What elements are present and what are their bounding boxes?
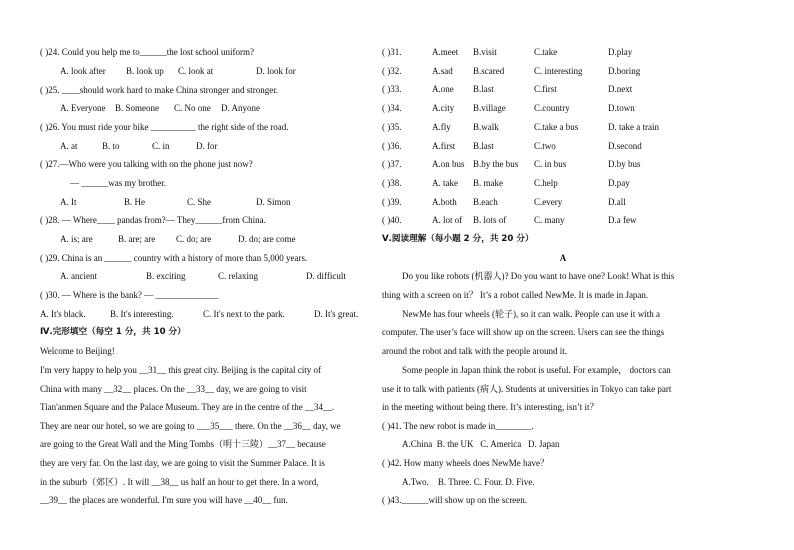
choice-option: D.next	[608, 84, 633, 95]
question-28-stem: ( )28. — Where____ pandas from?— They______from China.	[40, 215, 266, 225]
question-30-stem: ( )30. — Where is the bank? — ______________	[40, 290, 219, 300]
question-42-options: A.Two. B. Three. C. Four. D. Five.	[402, 477, 535, 487]
passage-line: computer. The user’s face will show up on the screen. Users can see the things	[382, 327, 665, 337]
choice-option: B.visit	[473, 47, 497, 57]
choice-option: B.scared	[473, 65, 505, 76]
choice-option: D. take a train	[608, 121, 659, 132]
choice-number: ( )36.	[382, 140, 402, 151]
option: A. is; are	[60, 234, 93, 244]
question-41-stem: ( )41. The new robot is made in________.	[382, 421, 534, 431]
option: C. She	[187, 197, 212, 207]
option: A. ancient	[60, 271, 97, 281]
choice-number: ( )37.	[382, 159, 402, 170]
passage-line: NewMe has four wheels (轮子), so it can walk. People can use it with a	[402, 309, 660, 319]
choice-number: ( )39.	[382, 196, 402, 207]
cloze-line: I'm very happy to help you __31__ this great city. Beijing is the capital city of	[40, 365, 321, 375]
choice-number: ( )31.	[382, 47, 402, 57]
option: C. in	[152, 141, 170, 151]
cloze-line: __39__ the places are wonderful. I'm sure you will have __40__ fun.	[40, 495, 288, 505]
choice-option: A. take	[432, 177, 458, 188]
choice-option: D.second	[608, 140, 642, 151]
choice-number: ( )33.	[382, 84, 402, 95]
option: D. for	[196, 141, 218, 151]
option: C. do; are	[176, 234, 212, 244]
choice-option: A.fly	[432, 121, 451, 132]
question-41-options: A.China B. the UK C. America D. Japan	[402, 439, 560, 449]
passage-line: around the robot and talk with the people around it.	[382, 346, 567, 356]
option: A. It	[60, 197, 77, 207]
option: D. Simon	[256, 197, 291, 207]
option: A. at	[60, 141, 78, 151]
option: B. are; are	[118, 234, 156, 244]
option: B. Someone	[115, 103, 159, 113]
choice-option: C. interesting	[534, 65, 583, 76]
option: B. to	[102, 141, 120, 151]
option: A. Everyone	[60, 103, 106, 113]
choice-option: A.on bus	[432, 159, 465, 170]
option: B. exciting	[146, 271, 186, 281]
choice-option: B. lots of	[473, 215, 507, 226]
question-43-stem: ( )43.______will show up on the screen.	[382, 495, 527, 505]
choice-option: D.boring	[608, 65, 641, 76]
choice-number: ( )34.	[382, 103, 402, 114]
choice-option: A.sad	[432, 65, 453, 76]
option: D. difficult	[306, 271, 346, 281]
choice-option: D.town	[608, 103, 635, 114]
option: B. look up	[126, 66, 164, 76]
question-42-stem: ( )42. How many wheels does NewMe have？	[382, 458, 549, 468]
passage-line: thing with a screen on it？ It’s a robot called NewMe. It is made in Japan.	[382, 290, 649, 300]
choice-option: D.all	[608, 196, 626, 207]
cloze-line: Tian'anmen Square and the Palace Museum. They are in the centre of the __34__.	[40, 402, 335, 412]
question-24-stem: ( )24. Could you help me to______the lost school uniform?	[40, 47, 254, 57]
choice-option: B.walk	[473, 121, 499, 132]
choice-option: B.village	[473, 103, 506, 114]
choice-number: ( )32.	[382, 65, 402, 76]
option: D. look for	[256, 66, 296, 76]
option: C. relaxing	[218, 271, 258, 281]
option: C. look at	[178, 66, 214, 76]
choice-option: C.help	[534, 177, 558, 188]
choice-option: C.country	[534, 103, 570, 114]
passage-line: in the meeting without being there. It’s interesting, isn’t it？	[382, 402, 599, 412]
choice-option: A.first	[432, 140, 456, 151]
choice-option: B.last	[473, 84, 494, 95]
choice-option: C. many	[534, 215, 565, 226]
option: D. Anyone	[221, 103, 260, 113]
question-29-stem: ( )29. China is an ______ country with a history of more than 5,000 years.	[40, 253, 308, 263]
choice-option: C.take	[534, 47, 558, 57]
choice-option: D.pay	[608, 177, 630, 188]
passage-label-row	[382, 252, 744, 264]
option: C. It's next to the park.	[203, 309, 285, 319]
option: A. It's black.	[40, 309, 86, 319]
cloze-title: Welcome to Beijing!	[40, 346, 115, 356]
choice-option: C.first	[534, 84, 557, 95]
section-5-heading: Ⅴ.阅读理解（每小题 2 分，共 20 分）	[382, 234, 534, 244]
choice-number: ( )40.	[382, 215, 402, 226]
choice-option: A.city	[432, 103, 455, 114]
choice-option: A.meet	[432, 47, 459, 57]
choice-option: C. in bus	[534, 159, 567, 170]
cloze-line: in the suburb（郊区）. It will __38__ us half an hour to get there. In a word,	[40, 477, 319, 487]
choice-option: C.two	[534, 140, 556, 151]
choice-option: D.play	[608, 47, 633, 57]
cloze-line: are going to the Great Wall and the Ming Tombs（明十三陵）__37__ because	[40, 439, 326, 449]
cloze-line: China with many __32__ places. On the __33__ day, we are going to visit	[40, 384, 307, 394]
choice-option: A. lot of	[432, 215, 463, 226]
choice-number: ( )38.	[382, 177, 402, 188]
question-25-stem: ( )25. ____should work hard to make China stronger and stronger.	[40, 85, 278, 95]
cloze-line: they are very far. On the last day, we are going to visit the Summer Palace. It is	[40, 458, 325, 468]
passage-line: Some people in Japan think the robot is useful. For example， doctors can	[402, 365, 671, 375]
cloze-line: They are near our hotel, so we are going to ___35___ there. On the __36__ day, we	[40, 421, 341, 431]
choice-option: A.one	[432, 84, 454, 95]
passage-line: use it to talk with patients (病人). Students at universities in Tokyo can take part	[382, 384, 672, 394]
question-27-stem: ( )27.—Who were you talking with on the phone just now?	[40, 159, 253, 169]
option: B. He	[124, 197, 145, 207]
choice-option: B. make	[473, 177, 503, 188]
choice-option: B.by the bus	[473, 159, 519, 170]
choice-option: D.a few	[608, 215, 637, 226]
choice-option: D.by bus	[608, 159, 641, 170]
choice-option: C.take a bus	[534, 121, 579, 132]
option: A. look after	[60, 66, 106, 76]
question-27-answer-line: — ______was my brother.	[70, 178, 166, 188]
question-26-stem: ( )26. You must ride your bike __________ the right side of the road.	[40, 122, 289, 132]
passage-label: A	[559, 253, 567, 263]
section-4-heading: Ⅳ.完形填空（每空 1 分，共 10 分）	[40, 327, 186, 337]
choice-number: ( )35.	[382, 121, 402, 132]
choice-option: B.each	[473, 196, 498, 207]
choice-option: A.both	[432, 196, 457, 207]
option: C. No one	[174, 103, 211, 113]
option: D. do; are come	[238, 234, 296, 244]
choice-option: C.every	[534, 196, 563, 207]
option: B. It's interesting.	[110, 309, 174, 319]
choice-option: B.last	[473, 140, 494, 151]
option: D. It's great.	[314, 309, 359, 319]
passage-line: Do you like robots (机器人)? Do you want to have one? Look! What is this	[402, 271, 675, 281]
